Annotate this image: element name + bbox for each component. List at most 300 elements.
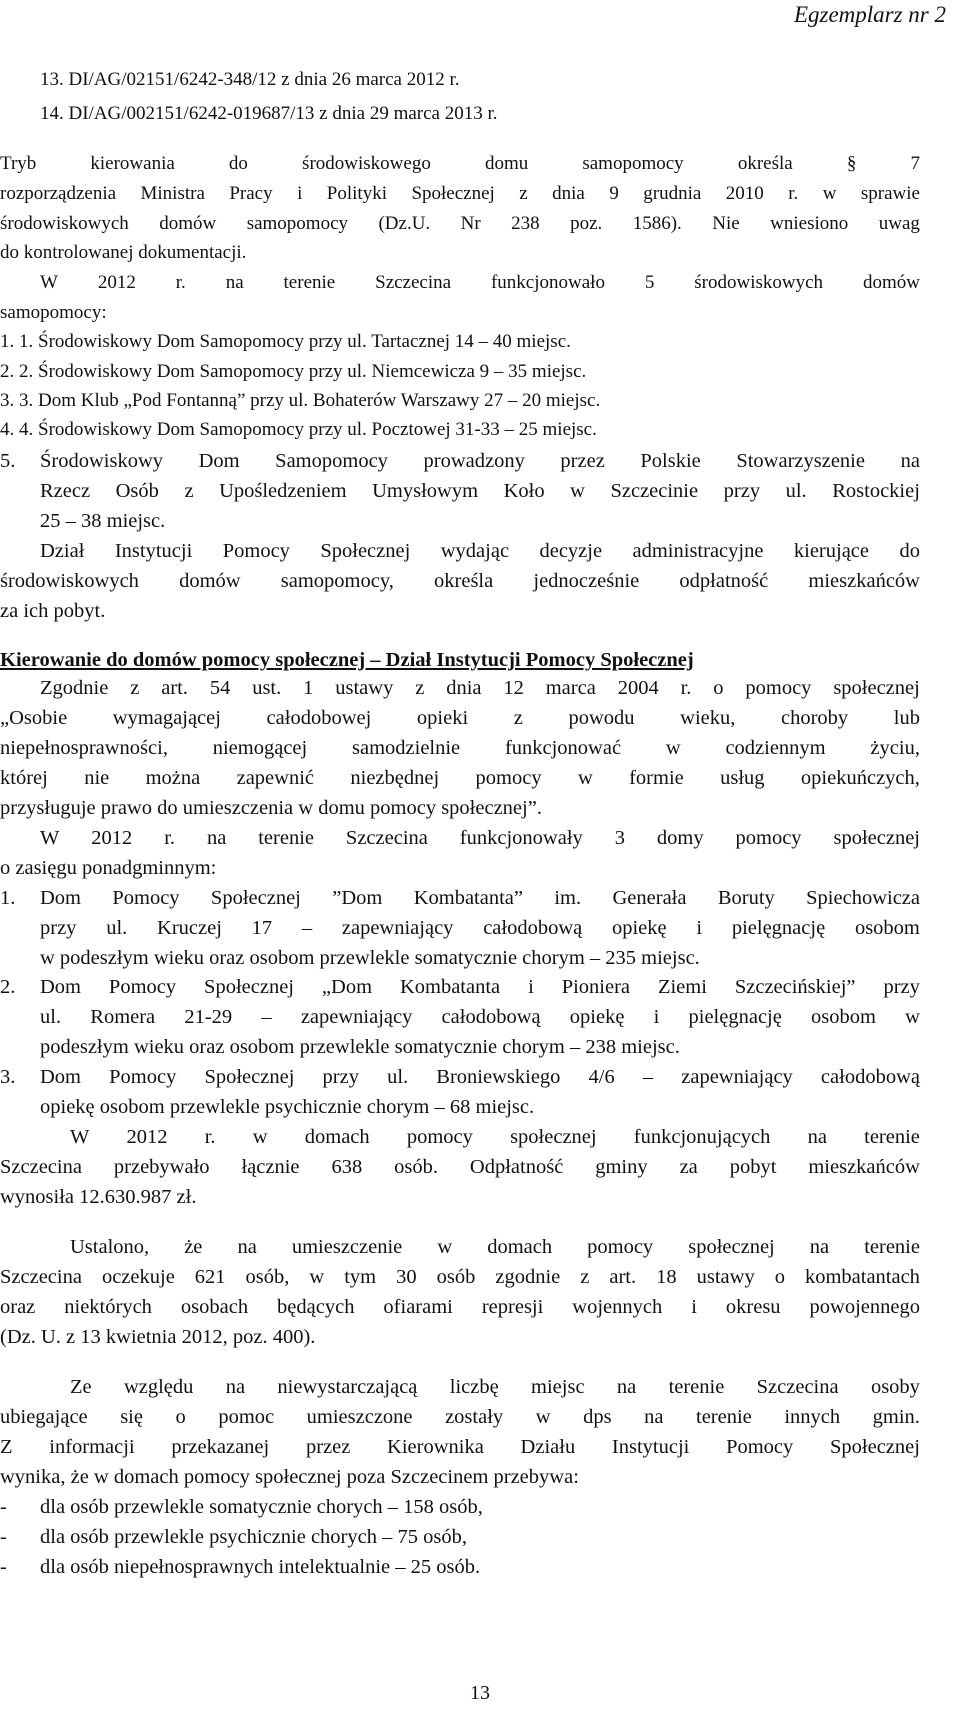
word: r. xyxy=(164,827,176,849)
word: całodobowej xyxy=(266,707,372,729)
word: dnia xyxy=(446,677,482,699)
word: Rzecz xyxy=(40,480,91,502)
word: r. xyxy=(788,183,799,204)
word: ustawy xyxy=(696,1266,755,1288)
text-line xyxy=(40,1097,534,1118)
word: środowiskowego xyxy=(302,153,431,174)
word: łącznie xyxy=(241,1156,300,1178)
text-line xyxy=(0,420,597,439)
word: Pomocy xyxy=(109,1066,177,1088)
word: na xyxy=(225,272,244,293)
word: przy xyxy=(883,976,920,998)
text-line xyxy=(0,571,920,592)
word: 2012 xyxy=(126,1126,168,1148)
word: zapewniający xyxy=(341,917,454,939)
word: W xyxy=(40,827,60,849)
word: samopomocy xyxy=(246,213,349,234)
word: w xyxy=(309,1266,325,1288)
word: określa xyxy=(737,153,793,174)
word: 21-29 xyxy=(184,1006,233,1028)
word: Dom xyxy=(40,1066,81,1088)
word: 238 xyxy=(511,213,540,234)
word: Z xyxy=(0,1436,13,1458)
word: Tryb xyxy=(0,153,37,174)
word: uwag xyxy=(878,213,920,234)
word: środowiskowych xyxy=(0,570,139,592)
word: 638 xyxy=(331,1156,363,1178)
list-number: 3. xyxy=(0,390,19,411)
word: poz. xyxy=(570,213,603,234)
text-line xyxy=(40,1037,680,1058)
list-number: 1. xyxy=(0,331,19,352)
word: „Dom xyxy=(321,976,373,998)
word: domach xyxy=(304,1126,370,1148)
word: pielęgnację xyxy=(731,917,826,939)
word: „Osobie xyxy=(0,707,68,729)
word: jednocześnie xyxy=(533,570,640,592)
word: pomocy xyxy=(587,1236,654,1258)
word: funkcjonowało xyxy=(490,272,605,293)
word: Osób xyxy=(115,480,159,502)
word: kierowania xyxy=(90,153,175,174)
word: pomocy xyxy=(735,827,802,849)
word: na xyxy=(644,1406,664,1428)
text-line xyxy=(40,678,920,699)
word: 54 xyxy=(209,677,231,699)
word: r. xyxy=(175,272,186,293)
word: Działu xyxy=(520,1436,576,1458)
word: społecznej xyxy=(510,1126,597,1148)
word: Pomocy xyxy=(726,1436,794,1458)
word: w xyxy=(822,183,837,204)
word: miejsc xyxy=(531,1376,585,1398)
word: i xyxy=(691,1296,697,1318)
word: domów xyxy=(179,570,241,592)
word: nie xyxy=(84,767,110,789)
word: pobyt xyxy=(729,1156,777,1178)
word: przy xyxy=(322,1066,359,1088)
word: Społecznej xyxy=(411,183,495,204)
line-text: dla osób przewlekle somatycznie chorych – 158 osób, xyxy=(40,1496,483,1518)
word: wniesiono xyxy=(770,213,849,234)
word: terenie xyxy=(864,1236,920,1258)
word: decyzje xyxy=(539,540,603,562)
word: przebywało xyxy=(113,1156,210,1178)
word: opiekę xyxy=(569,1006,625,1028)
word: umieszczenie xyxy=(291,1236,403,1258)
text-line xyxy=(40,1527,467,1548)
word: domów xyxy=(862,272,920,293)
word: ubiegające xyxy=(0,1406,88,1428)
text-line xyxy=(0,332,571,351)
list-marker: 2. xyxy=(0,976,16,998)
word: określa xyxy=(434,570,494,592)
word: Instytucji xyxy=(114,540,193,562)
word: i xyxy=(528,976,534,998)
word: do xyxy=(228,153,248,174)
word: grudnia xyxy=(643,183,702,204)
word: Dom xyxy=(40,976,81,998)
word: że xyxy=(184,1236,203,1258)
word: przy xyxy=(723,480,761,502)
word: wieku, xyxy=(680,707,736,729)
word: Nr xyxy=(460,213,481,234)
word: pomocy xyxy=(745,677,812,699)
word: o xyxy=(175,1406,186,1428)
line-text: 25 – 38 miejsc. xyxy=(40,510,166,532)
word: osobach xyxy=(180,1296,249,1318)
word: całodobową xyxy=(441,1006,541,1028)
word: Generała xyxy=(612,887,687,909)
word: ul. xyxy=(785,480,807,502)
word: ustawy xyxy=(335,677,394,699)
word: i xyxy=(653,1006,660,1028)
word: osób, xyxy=(245,1266,290,1288)
word: ust. xyxy=(252,677,282,699)
word: osób. xyxy=(394,1156,438,1178)
word: będących xyxy=(277,1296,355,1318)
line-text: za ich pobyt. xyxy=(0,600,106,622)
word: na xyxy=(900,450,920,472)
word: Kombatanta” xyxy=(413,887,523,909)
word: 17 xyxy=(251,917,273,939)
word: Nie xyxy=(712,213,740,234)
text-line xyxy=(0,1407,920,1428)
word: 2004 xyxy=(617,677,659,699)
word: samopomocy, xyxy=(280,570,394,592)
word: prowadzony xyxy=(423,450,525,472)
word: całodobową xyxy=(483,917,583,939)
word: Pracy xyxy=(229,183,273,204)
word: do xyxy=(899,540,920,562)
word: tym xyxy=(344,1266,377,1288)
word: oraz xyxy=(0,1296,36,1318)
word: Kombatanta xyxy=(399,976,501,998)
word: za xyxy=(679,1156,698,1178)
word: Pomocy xyxy=(108,976,177,998)
word: przekazanej xyxy=(171,1436,270,1458)
word: niepełnosprawności, xyxy=(0,737,168,759)
line-text: podeszłym wieku oraz osobom przewlekle somatycznie chorym – 238 miejsc. xyxy=(40,1036,680,1058)
word: na xyxy=(809,1236,830,1258)
word: Ministra xyxy=(140,183,205,204)
word: zgodnie xyxy=(495,1266,561,1288)
text-line xyxy=(0,650,694,671)
word: na xyxy=(807,1126,827,1148)
text-line xyxy=(0,1157,920,1178)
word: Instytucji xyxy=(611,1436,690,1458)
word: r. xyxy=(204,1126,216,1148)
word: pomoc xyxy=(218,1406,275,1428)
word: z xyxy=(130,677,140,699)
word: środowiskowych xyxy=(0,213,129,234)
text-line xyxy=(40,70,460,89)
word: Broniewskiego xyxy=(436,1066,561,1088)
word: rozporządzenia xyxy=(0,183,117,204)
word: Społecznej xyxy=(830,1436,920,1458)
word: osobom xyxy=(811,1006,876,1028)
word: art. xyxy=(609,1266,637,1288)
word: w xyxy=(905,1006,920,1028)
word: kombatantach xyxy=(804,1266,920,1288)
word: funkcjonować xyxy=(504,737,622,759)
word: ofiarami xyxy=(383,1296,453,1318)
list-marker: 3. xyxy=(0,1066,16,1088)
word: 1586). xyxy=(632,213,682,234)
word: Pioniera xyxy=(561,976,631,998)
word: terenie xyxy=(283,272,336,293)
word: w xyxy=(535,1406,551,1428)
word: wojennych xyxy=(572,1296,663,1318)
list-number: 2. xyxy=(0,361,19,382)
line-text: wynika, że w domach pomocy społecznej poza Szczecinem przebywa: xyxy=(0,1466,579,1488)
word: Szczecina xyxy=(345,827,428,849)
word: 9 xyxy=(609,183,619,204)
text-line xyxy=(40,104,498,123)
word: dps xyxy=(583,1406,612,1428)
word: względu xyxy=(123,1376,194,1398)
word: gmin. xyxy=(872,1406,920,1428)
word: społecznej xyxy=(833,827,920,849)
word: której xyxy=(0,767,48,789)
word: choroby xyxy=(781,707,849,729)
copy-number-header: Egzemplarz nr 2 xyxy=(793,2,946,27)
word: – xyxy=(301,917,313,939)
line-text: (Dz. U. z 13 kwietnia 2012, poz. 400). xyxy=(0,1326,316,1348)
list-marker: - xyxy=(0,1526,7,1548)
word: zapewnić xyxy=(236,767,315,789)
word: wymagającej xyxy=(112,707,221,729)
text-line xyxy=(70,1237,920,1258)
word: gminy xyxy=(595,1156,648,1178)
word: sprawie xyxy=(860,183,920,204)
word: 18 xyxy=(656,1266,677,1288)
list-number: 4. xyxy=(0,419,19,440)
word: ”Dom xyxy=(332,887,383,909)
word: im. xyxy=(554,887,582,909)
word: odpłatność xyxy=(679,570,769,592)
text-line xyxy=(40,1007,920,1028)
word: ul. xyxy=(40,1006,62,1028)
word: Pomocy xyxy=(222,540,290,562)
word: o xyxy=(774,1266,785,1288)
word: z xyxy=(184,480,194,502)
text-line xyxy=(40,451,920,472)
text-line xyxy=(40,511,165,532)
word: Szczecińskiej” xyxy=(734,976,856,998)
word: się xyxy=(120,1406,143,1428)
line-text: o zasięgu ponadgminnym: xyxy=(0,857,217,879)
word: Samopomocy xyxy=(275,450,388,472)
text-line xyxy=(0,1187,196,1208)
text-line xyxy=(0,768,920,789)
word: Spiechowicza xyxy=(806,887,920,909)
word: administracyjne xyxy=(632,540,764,562)
text-line xyxy=(0,1267,920,1288)
word: § xyxy=(846,153,857,174)
word: osób xyxy=(436,1266,476,1288)
word: społecznej xyxy=(688,1236,775,1258)
text-line xyxy=(0,391,600,410)
word: domu xyxy=(484,153,529,174)
line-text: 3. Dom Klub „Pod Fontanną” przy ul. Bohaterów Warszawy 27 – 20 miejsc. xyxy=(19,390,601,411)
text-line xyxy=(40,481,920,502)
text-line xyxy=(40,918,920,939)
word: samopomocy xyxy=(582,153,684,174)
word: o xyxy=(713,677,724,699)
word: z xyxy=(580,1266,590,1288)
word: Szczecina xyxy=(756,1376,839,1398)
text-line xyxy=(40,948,700,969)
word: oczekuje xyxy=(101,1266,175,1288)
text-line xyxy=(0,1297,920,1318)
word: Koło xyxy=(503,480,545,502)
word: pomocy xyxy=(475,767,542,789)
text-line xyxy=(0,708,920,729)
text-line xyxy=(0,154,920,173)
word: w xyxy=(665,737,681,759)
word: przez xyxy=(305,1436,351,1458)
text-line xyxy=(0,798,542,819)
word: kierujące xyxy=(793,540,870,562)
word: z xyxy=(415,677,425,699)
word: Pomocy xyxy=(112,887,180,909)
word: – xyxy=(642,1066,654,1088)
word: terenie xyxy=(258,827,314,849)
word: domach xyxy=(487,1236,553,1258)
word: Boruty xyxy=(717,887,775,909)
word: opiekuńczych, xyxy=(800,767,920,789)
word: przy xyxy=(40,917,77,939)
text-line xyxy=(0,738,920,759)
word: Szczecina xyxy=(375,272,452,293)
text-line xyxy=(0,362,586,381)
text-line xyxy=(0,243,246,262)
word: 2012 xyxy=(97,272,136,293)
text-line xyxy=(70,1127,920,1148)
word: – xyxy=(261,1006,272,1028)
word: Zgodnie xyxy=(40,677,109,699)
word: Ziemi xyxy=(657,976,707,998)
word: Społecznej xyxy=(320,540,411,562)
text-line xyxy=(0,858,216,879)
word: Umysłowym xyxy=(372,480,479,502)
text-line xyxy=(0,1467,579,1488)
line-text: przysługuje prawo do umieszczenia w domu pomocy społecznej”. xyxy=(0,797,542,819)
word: 2012 xyxy=(91,827,133,849)
word: (Dz.U. xyxy=(378,213,431,234)
text-line xyxy=(40,828,920,849)
word: 7 xyxy=(910,153,920,174)
word: Upośledzeniem xyxy=(219,480,347,502)
text-line xyxy=(0,214,920,233)
word: formie xyxy=(629,767,684,789)
list-marker: 1. xyxy=(0,887,16,909)
line-text: wynosiła 12.630.987 zł. xyxy=(0,1186,197,1208)
text-line xyxy=(40,1557,480,1578)
text-line xyxy=(40,1067,920,1088)
word: niezbędnej xyxy=(350,767,440,789)
line-text: samopomocy: xyxy=(0,302,107,323)
word: Ustalono, xyxy=(70,1236,150,1258)
word: Środowiskowy xyxy=(40,450,164,472)
word: Społecznej xyxy=(204,1066,295,1088)
word: 5 xyxy=(644,272,655,293)
word: całodobową xyxy=(820,1066,920,1088)
word: Szczecinie xyxy=(610,480,699,502)
text-line xyxy=(40,888,920,909)
word: Romera xyxy=(90,1006,156,1028)
word: okresu xyxy=(725,1296,781,1318)
word: umieszczone xyxy=(306,1406,413,1428)
word: terenie xyxy=(864,1126,920,1148)
word: W xyxy=(40,272,58,293)
word: niektórych xyxy=(64,1296,152,1318)
word: 3 xyxy=(614,827,625,849)
word: domy xyxy=(656,827,704,849)
word: lub xyxy=(893,707,920,729)
line-text: 1. Środowiskowy Dom Samopomocy przy ul. Tartacznej 14 – 40 miejsc. xyxy=(19,331,571,352)
word: na xyxy=(206,827,227,849)
line-text: dla osób przewlekle psychicznie chorych – 75 osób, xyxy=(40,1526,467,1548)
text-line xyxy=(40,273,920,292)
line-text: 4. Środowiskowy Dom Samopomocy przy ul. Pocztowej 31-33 – 25 miejsc. xyxy=(19,419,597,440)
word: marca xyxy=(545,677,596,699)
word: Polskie xyxy=(640,450,701,472)
word: niemogącej xyxy=(212,737,308,759)
word: samodzielnie xyxy=(352,737,461,759)
word: Szczecina xyxy=(0,1156,82,1178)
word: ul. xyxy=(106,917,128,939)
word: Stowarzyszenie xyxy=(736,450,865,472)
word: niewystarczającą xyxy=(277,1376,418,1398)
word: mieszkańców xyxy=(808,1156,920,1178)
line-text: do kontrolowanej dokumentacji. xyxy=(0,242,247,263)
word: terenie xyxy=(668,1376,725,1398)
word: Dom xyxy=(198,450,240,472)
word: informacji xyxy=(49,1436,135,1458)
word: art. xyxy=(161,677,188,699)
list-marker: - xyxy=(0,1556,7,1578)
line-text: 13. DI/AG/02151/6242-348/12 z dnia 26 marca 2012 r. xyxy=(40,69,460,90)
word: usług xyxy=(720,767,765,789)
word: liczbę xyxy=(449,1376,499,1398)
word: Dom xyxy=(40,887,81,909)
line-text: 2. Środowiskowy Dom Samopomocy przy ul. Niemcewicza 9 – 35 miejsc. xyxy=(19,361,587,382)
word: w xyxy=(570,480,585,502)
word: Szczecina xyxy=(0,1266,82,1288)
line-text: opiekę osobom przewlekle psychicznie chorym – 68 miejsc. xyxy=(40,1096,535,1118)
word: 1 xyxy=(303,677,314,699)
word: osobom xyxy=(854,917,920,939)
word: i xyxy=(696,917,703,939)
word: z xyxy=(519,183,528,204)
word: domów xyxy=(159,213,217,234)
line-text: w podeszłym wieku oraz osobom przewlekle somatycznie chorym – 235 miejsc. xyxy=(40,947,700,969)
word: Kierownika xyxy=(387,1436,484,1458)
line-text: 14. DI/AG/002151/6242-019687/13 z dnia 29 marca 2013 r. xyxy=(40,103,498,124)
list-marker: - xyxy=(0,1496,7,1518)
word: powodu xyxy=(568,707,635,729)
text-line xyxy=(0,601,105,622)
text-line xyxy=(0,1327,315,1348)
word: przez xyxy=(560,450,605,472)
word: wydając xyxy=(440,540,510,562)
word: 4/6 xyxy=(588,1066,615,1088)
word: można xyxy=(145,767,201,789)
word: pomocy xyxy=(406,1126,473,1148)
word: funkcjonujących xyxy=(633,1126,771,1148)
